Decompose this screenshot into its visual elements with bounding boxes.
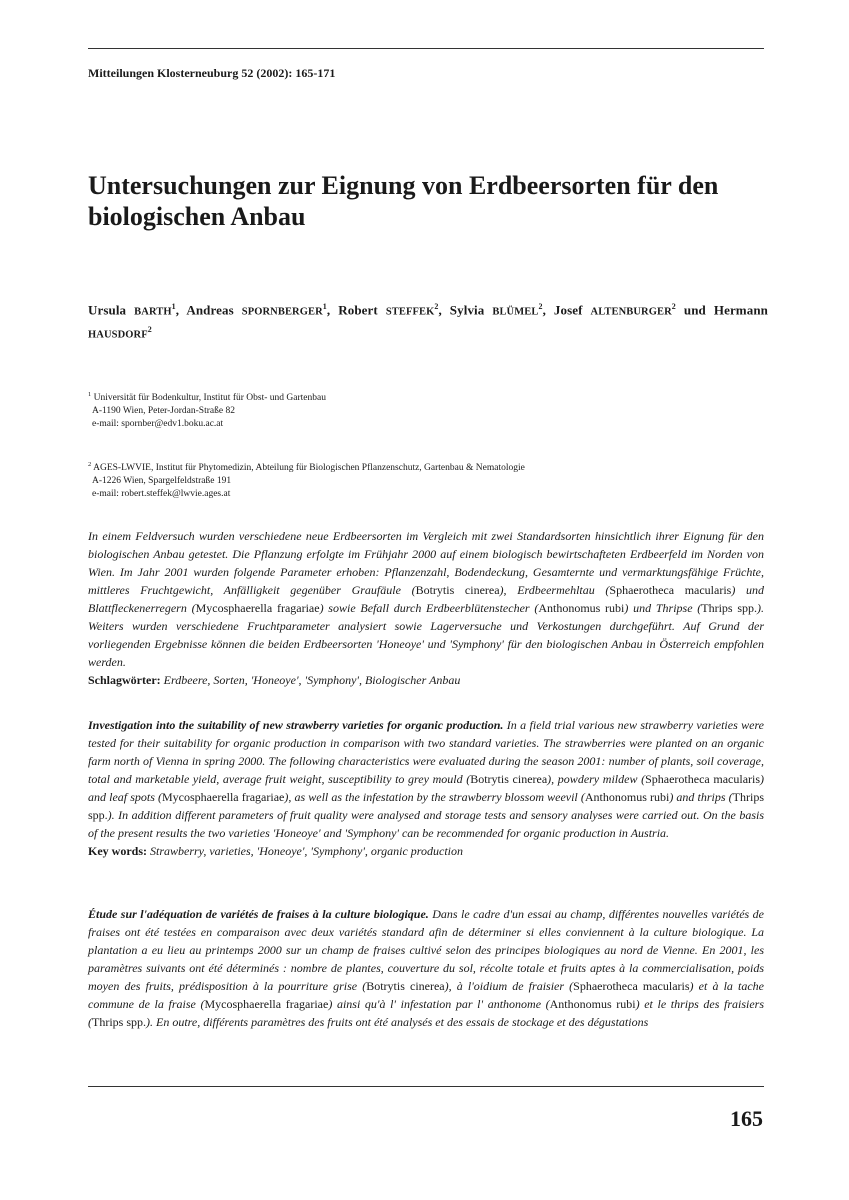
affiliation-email: e-mail: spornber@edv1.boku.ac.at	[92, 419, 224, 430]
author-last-name: BLÜMEL	[492, 306, 539, 318]
affiliation-mark: 2	[434, 302, 439, 311]
keywords-label: Schlagwörter:	[88, 673, 161, 687]
keywords-label: Key words:	[88, 844, 147, 858]
author-last-name: STEFFEK	[385, 306, 435, 318]
affiliation-address: A-1190 Wien, Peter-Jordan-Straße 82	[92, 406, 235, 417]
abstract-text: ), Erdbeermehltau (	[499, 583, 610, 597]
abstract-text: ) und Blattfleckenerregern (	[88, 583, 765, 615]
keywords-text: Erdbeere, Sorten, 'Honeoye', 'Symphony', Biologischer Anbau	[163, 673, 461, 687]
author-first-name: Andreas	[186, 302, 234, 318]
abstract-text: ) sowie Befall durch Erdbeerblütenstecher (	[319, 601, 539, 615]
author-first-name: Ursula	[88, 302, 127, 318]
abstract-german	[88, 527, 764, 689]
author-last-name: SPORNBERGER	[241, 306, 323, 318]
species-name: Sphaerotheca macularis	[609, 583, 732, 597]
author-first-name: Sylvia	[449, 302, 485, 318]
abstract-text: ) ainsi qu'à l' infestation par l' anthonome (	[328, 997, 550, 1011]
abstract-text: In einem Feldversuch wurden verschiedene neue Erdbeersorten im Vergleich mit zwei Standardsorten hinsichtlich ihrer Eignung für den biologischen Anbau getestet. Die Pflanzung erfolgte im Frühjahr 2000 auf einem biologisch bewirtschafteten Erdbeerfeld im Norden von Wien. Im Jahr 2001 wurden folgende Parameter erhoben: Pflanzenzahl, Bodendeckung, Gesamternte und vermarktungsfähige Früchte, mittleres Fruchtgewicht, Anfälligkeit gegenüber Graufäule (	[88, 529, 764, 597]
affiliation-1	[88, 388, 326, 431]
species-name: Thrips spp.	[92, 1015, 146, 1029]
abstract-text: ). In addition different parameters of fruit quality were analysed and storage tests and sensory analyses were carried out. On the basis of the present results the two varieties 'Honeoye' and 'Symphony' can be recommended for organic production in Austria.	[88, 808, 764, 840]
author-first-name: Josef	[553, 302, 583, 318]
journal-citation: Mitteilungen Klosterneuburg 52 (2002): 165-171	[88, 66, 336, 80]
affiliation-mark: 1	[171, 302, 176, 311]
abstract-text: ) and leaf spots (	[88, 772, 765, 804]
affiliation-institute: Universität für Bodenkultur, Institut für Obst- und Gartenbau	[93, 393, 326, 404]
affiliation-email: e-mail: robert.steffek@lwvie.ages.at	[92, 489, 231, 500]
abstract-text: ) and thrips (	[669, 790, 733, 804]
abstract-title: Investigation into the suitability of new strawberry varieties for organic production.	[88, 718, 504, 732]
author-last-name: BARTH	[134, 306, 172, 318]
abstract-english	[88, 716, 764, 860]
abstract-text: In a field trial various new strawberry varieties were tested for their suitability for organic production in comparison with two standard varieties. The strawberries were planted on an organic farm north of Vienna in spring 2000. The following characteristics were evaluated during the season 2001: number of plants, soil coverage, total and marketable yield, average fruit weight, susceptibility to grey mould (	[88, 718, 764, 786]
affiliation-number: 1	[88, 391, 92, 398]
abstract-text: ), powdery mildew (	[547, 772, 646, 786]
abstract-text: ), à l'oidium de fraisier (	[444, 979, 574, 993]
article-title: Untersuchungen zur Eignung von Erdbeersorten für den biologischen Anbau	[88, 171, 719, 231]
author-conjunction: und	[683, 302, 706, 318]
abstract-french	[88, 905, 764, 1031]
affiliation-number: 2	[88, 461, 92, 468]
species-name: Anthonomus rubi	[538, 601, 625, 615]
author-list: Ursula BARTH$^1$, Andreas SPORNBERGER$^1$, Robert STEFFEK$^2$, Sylvia BLÜMEL$^2$, Josef ALTENBURGER$^2$ und Hermann HAUSDORF$^2$	[88, 302, 769, 341]
bottom-rule	[88, 1086, 764, 1087]
top-rule	[88, 48, 764, 49]
abstract-text: ) et le thrips des fraisiers (	[88, 997, 765, 1029]
affiliation-mark: 2	[147, 325, 152, 335]
author-last-name: HAUSDORF	[88, 329, 148, 341]
affiliation-address: A-1226 Wien, Spargelfeldstraße 191	[92, 476, 232, 487]
affiliation-mark: 1	[322, 302, 327, 311]
species-name: Sphaerotheca macularis	[573, 979, 690, 993]
author-first-name: Hermann	[713, 302, 769, 318]
species-name: Botrytis cinerea	[470, 772, 548, 786]
species-name: Thrips spp.	[701, 601, 757, 615]
species-name: Sphaerotheca macularis	[645, 772, 761, 786]
abstract-text: ). En outre, différents paramètres des fruits ont été analysés et des essais de stockage et des dégustations	[146, 1015, 649, 1029]
abstract-text: ) et à la tache commune de la fraise (	[88, 979, 765, 1011]
author-last-name: ALTENBURGER	[590, 306, 672, 318]
affiliation-2	[88, 458, 525, 501]
species-name: Anthonomus rubi	[584, 790, 670, 804]
abstract-text: Dans le cadre d'un essai au champ, différentes nouvelles variétés de fraises ont été testées en comparaison avec deux variétés standard afin de déterminer si elles conviennent à la culture biologique. La plantation a eu lieu au printemps 2000 sur un champ de fraises cultivé selon des principes biologiques au nord de Vienne. En 2001, les paramètres suivants ont été déterminés : nombre de plantes, couverture du sol, récolte totale et fruits aptes à la commercialisation, poids moyen des fruits, prédisposition à la pourriture grise (	[88, 907, 764, 993]
abstract-text: ), as well as the infestation by the strawberry blossom weevil (	[284, 790, 585, 804]
species-name: Botrytis cinerea	[415, 583, 500, 597]
abstract-text: ). Weiters wurden verschiedene Fruchtparameter analysiert sowie Lagerversuche und Verkostungen durchgeführt. Auf Grund der vorliegenden Ergebnisse können die beiden Erdbeersorten 'Honeoye' und 'Symphony' für den biologischen Anbau in Österreich empfohlen werden.	[88, 601, 764, 669]
keywords-text: Strawberry, varieties, 'Honeoye', 'Symphony', organic production	[150, 844, 463, 858]
affiliation-institute: AGES-LWVIE, Institut für Phytomedizin, Abteilung für Biologischen Pflanzenschutz, Gartenbau & Nematologie	[93, 463, 525, 474]
page-number: 165	[730, 1106, 763, 1131]
species-name: Mycosphaerella fragariae	[195, 601, 320, 615]
affiliation-mark: 2	[538, 302, 543, 311]
author-first-name: Robert	[338, 302, 378, 318]
species-name: Mycosphaerella fragariae	[162, 790, 285, 804]
species-name: Mycosphaerella fragariae	[204, 997, 329, 1011]
abstract-title: Étude sur l'adéquation de variétés de fraises à la culture biologique.	[88, 907, 429, 921]
affiliation-mark: 2	[671, 302, 676, 311]
abstract-text: ) und Thripse (	[624, 601, 702, 615]
species-name: Botrytis cinerea	[366, 979, 445, 993]
species-name: Anthonomus rubi	[549, 997, 636, 1011]
species-name: Thrips spp.	[88, 790, 764, 822]
